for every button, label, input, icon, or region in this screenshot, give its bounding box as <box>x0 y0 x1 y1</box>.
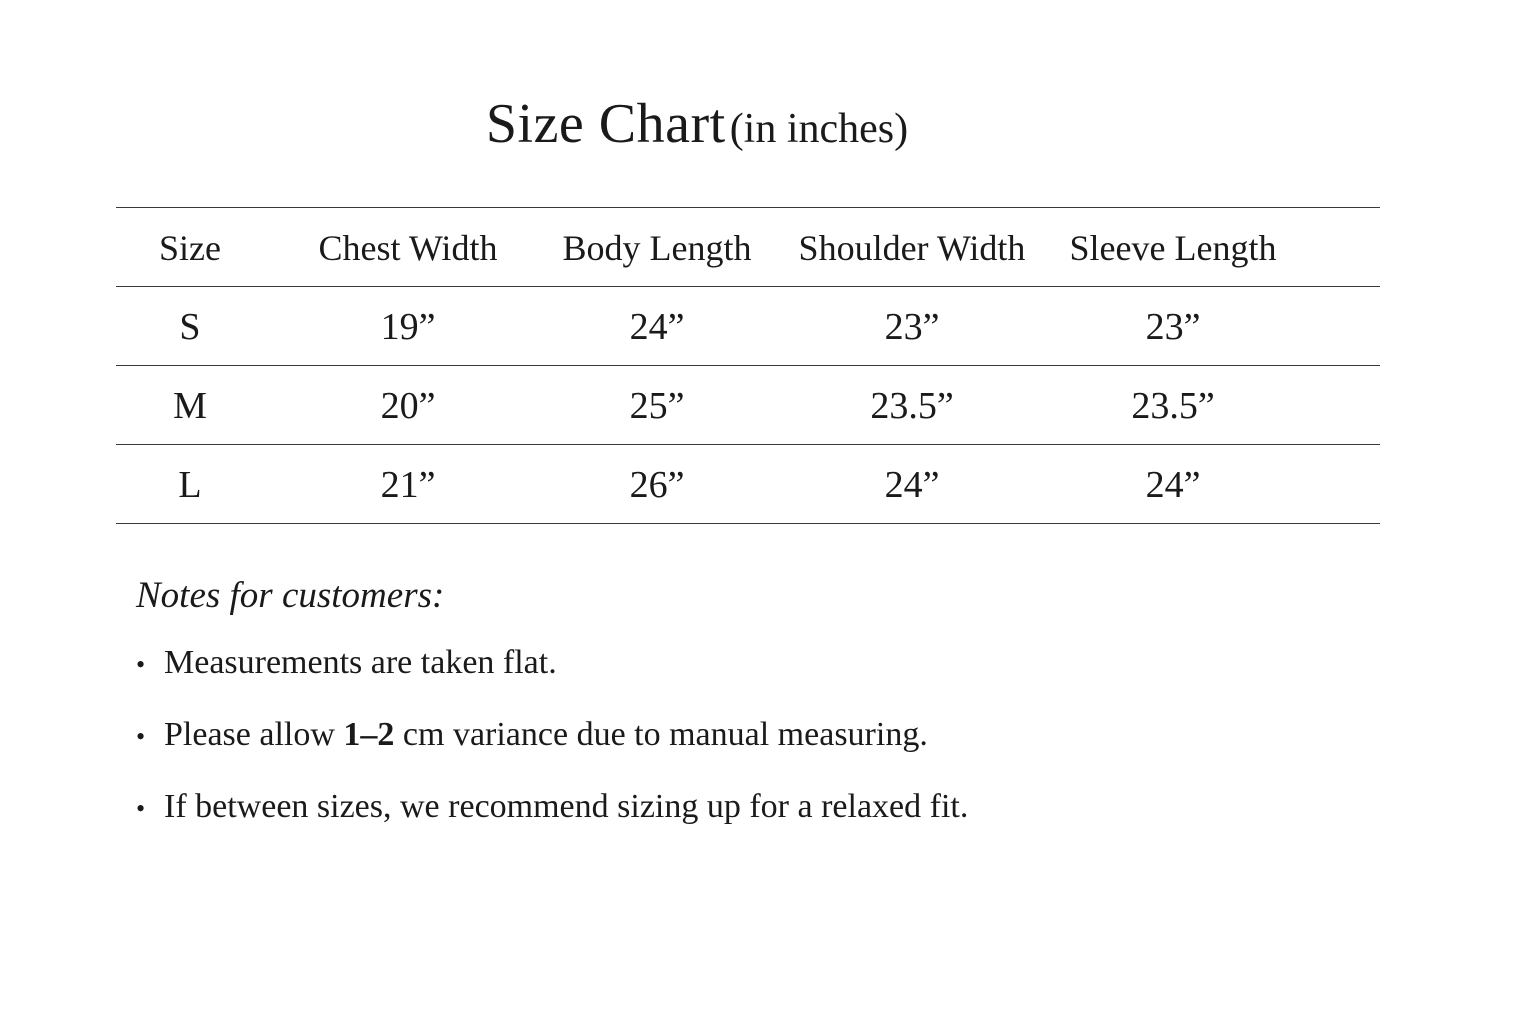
chest-width-cell: 21” <box>380 464 436 506</box>
header-size: Size <box>159 228 221 268</box>
header-body-length: Body Length <box>562 228 752 268</box>
note-item <box>136 710 1336 762</box>
bullet-icon: • <box>136 794 146 823</box>
header-sleeve-length: Sleeve Length <box>1069 228 1277 268</box>
page-title <box>0 92 1394 156</box>
shoulder-width-cell: 23” <box>884 306 940 348</box>
sleeve-length-cell: 23” <box>1145 306 1201 348</box>
note-text-emphasis: 1–2 <box>343 716 395 753</box>
note-text-after: cm variance due to manual measuring. <box>394 716 928 753</box>
body-length-cell: 26” <box>629 464 685 506</box>
table-header-row <box>116 208 1380 287</box>
bullet-icon: • <box>136 722 146 751</box>
header-shoulder-width: Shoulder Width <box>798 228 1026 268</box>
body-length-cell: 25” <box>629 385 685 427</box>
sleeve-length-cell: 24” <box>1145 464 1201 506</box>
title-main: Size Chart <box>485 93 726 155</box>
header-chest-width: Chest Width <box>318 228 498 268</box>
shoulder-width-cell: 24” <box>884 464 940 506</box>
note-text-before: Please allow <box>164 716 344 753</box>
chest-width-cell: 20” <box>380 385 436 427</box>
customer-notes <box>136 568 1336 854</box>
body-length-cell: 24” <box>629 306 685 348</box>
note-item <box>136 638 1336 690</box>
chest-width-cell: 19” <box>380 306 436 348</box>
table-row <box>116 366 1380 445</box>
title-units: (in inches) <box>729 106 909 152</box>
shoulder-width-cell: 23.5” <box>870 385 954 427</box>
bullet-icon: • <box>136 650 146 679</box>
table-row <box>116 287 1380 366</box>
note-text: Measurements are taken flat. <box>164 644 557 681</box>
sleeve-length-cell: 23.5” <box>1131 385 1215 427</box>
note-item <box>136 782 1336 834</box>
size-table <box>116 207 1380 524</box>
size-cell: M <box>173 385 207 427</box>
notes-heading: Notes for customers: <box>136 575 445 616</box>
table-row <box>116 445 1380 524</box>
size-cell: S <box>179 306 201 348</box>
note-text: If between sizes, we recommend sizing up for a relaxed fit. <box>164 788 969 825</box>
size-cell: L <box>178 464 202 506</box>
